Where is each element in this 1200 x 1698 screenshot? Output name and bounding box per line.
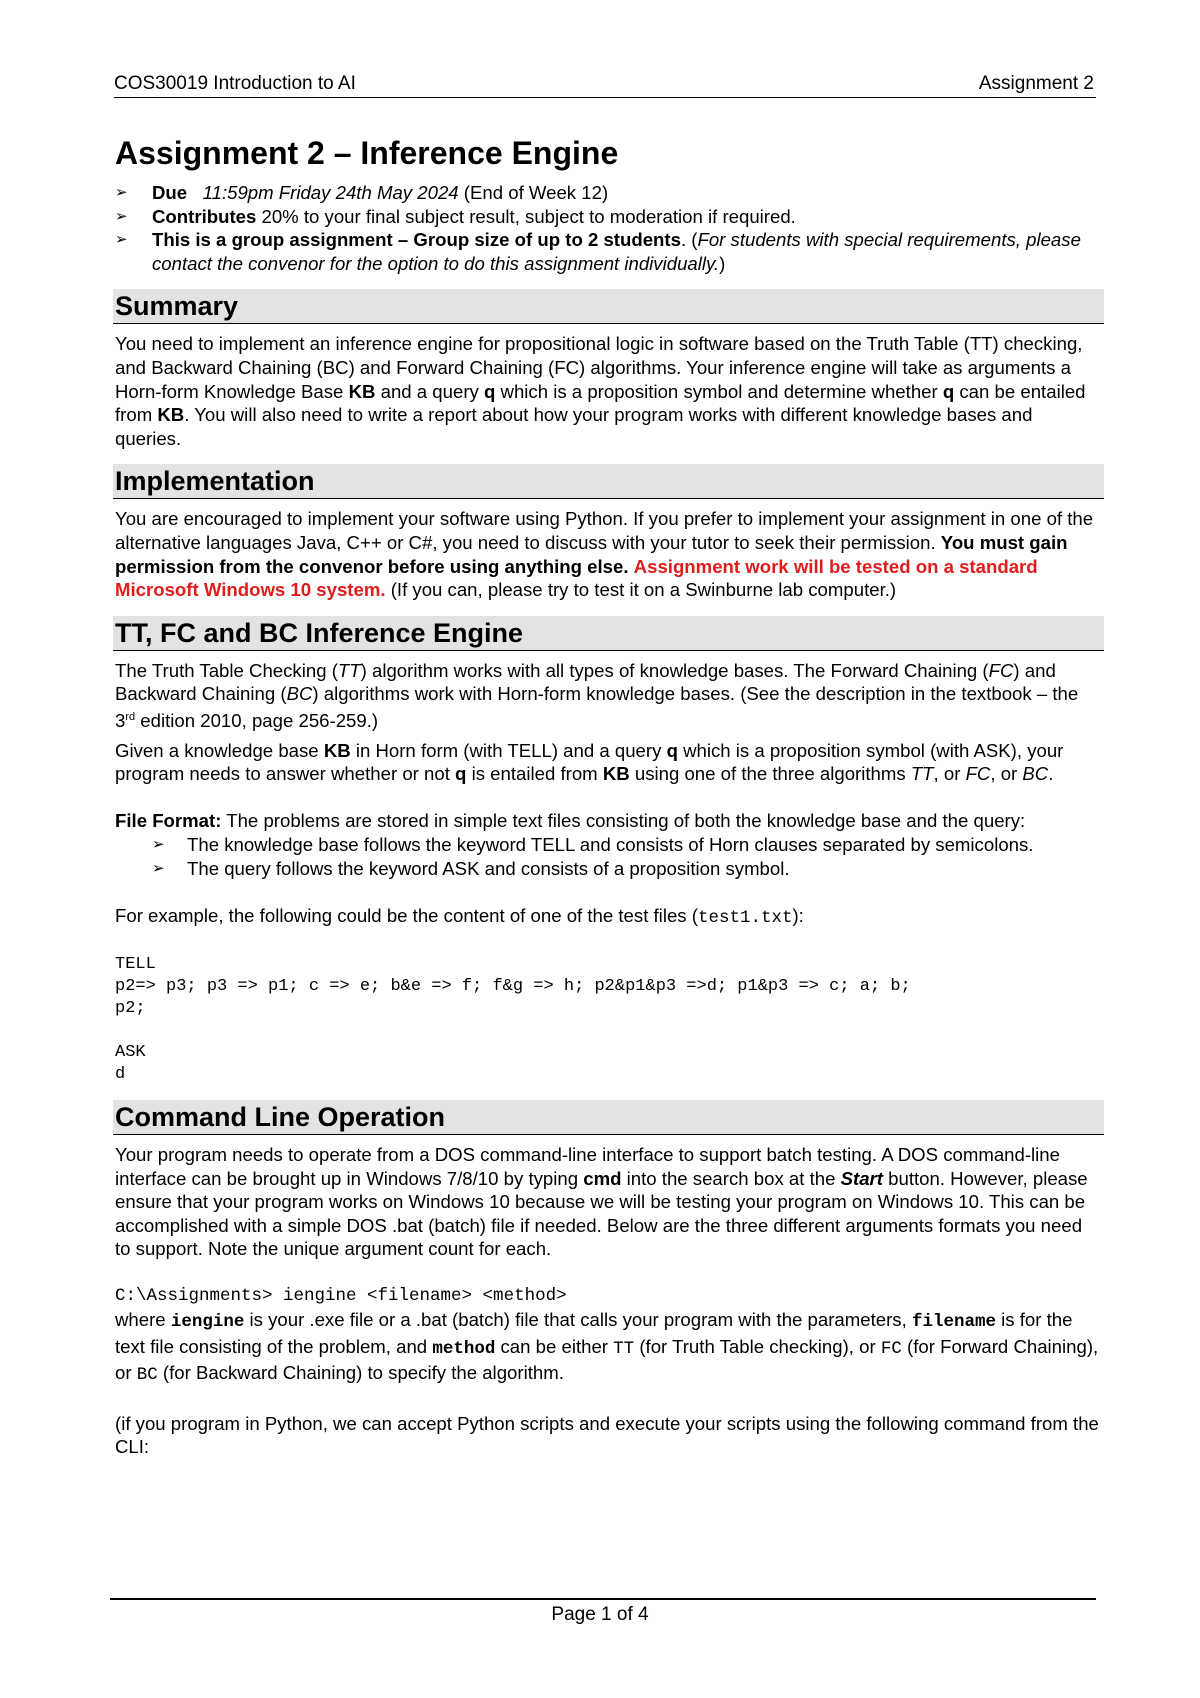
example-code-block (115, 954, 1100, 1086)
q-term: q (483, 380, 496, 402)
cli-text: Your program needs to operate from a DOS command-line interface to support batch testing. A DOS command-line interface can be brought up in Windows 7/8/10 by typing (115, 1144, 1060, 1189)
engine-text: ) algorithm works with all types of knowledge bases. The Forward Chaining ( (360, 659, 989, 681)
cli-text: is your .exe file or a .bat (batch) file that calls your program with the parameters, (244, 1309, 912, 1331)
iengine-term: iengine (170, 1312, 245, 1333)
file-format-label: File Format: (115, 810, 222, 832)
group-punct: . ( (680, 229, 698, 251)
example-text: ): (792, 904, 804, 926)
implementation-text: You are encouraged to implement your software using Python. If you prefer to implement your assignment in one of the alternative languages Java, C++ or C#, you need to discuss with your tutor to seek their permission. (115, 508, 1094, 553)
bc-term: BC (286, 683, 313, 705)
section-heading-engine: TT, FC and BC Inference Engine (113, 616, 1104, 651)
code-line: d (115, 1065, 126, 1085)
filename-term: filename (911, 1312, 996, 1333)
engine-text: The Truth Table Checking ( (115, 659, 338, 681)
section-heading-cli: Command Line Operation (113, 1100, 1104, 1135)
cli-paragraph-1 (115, 1143, 1100, 1261)
file-format-item: ➢ The query follows the keyword ASK and consists of a proposition symbol. (115, 857, 1100, 881)
summary-text: You need to implement an inference engine for propositional logic in software based on the Truth Table (TT) checking, and Backward Chaining (BC) and Forward Chaining (FC) algorithms. Your inference engine will take as arguments a Horn-form Knowledge Base (115, 333, 1083, 402)
file-format-paragraph (115, 809, 1100, 833)
bc-term: BC (1022, 763, 1049, 785)
kb-term: KB (602, 763, 630, 785)
engine-text: using one of the three algorithms (629, 763, 911, 785)
cmd-term: cmd (583, 1167, 622, 1189)
cli-text: button. However, please ensure that your program works on Windows 10 because we will be testing your program on Windows 10. This can be accomplished with a simple DOS .bat (batch) file if needed. Below are the three different arguments formats you need to support. Note the unique argument count for each. (115, 1167, 1088, 1260)
ordinal-suffix: rd (125, 710, 136, 723)
engine-text: Given a knowledge base (115, 739, 324, 761)
cli-text: can be either (495, 1335, 614, 1357)
due-item (115, 181, 1100, 205)
cli-text: into the search box at the (621, 1167, 841, 1189)
page-header (114, 73, 1096, 98)
tt-term: TT (910, 763, 934, 785)
engine-text: ) and Backward Chaining ( (115, 659, 1056, 705)
course-title: COS30019 Introduction to AI (114, 73, 356, 94)
cli-text: is for the text file consisting of the problem, and (115, 1309, 1073, 1357)
document-label: Assignment 2 (978, 73, 1094, 94)
fc-code: FC (880, 1338, 902, 1359)
page-number: Page 1 of 4 (551, 1604, 649, 1625)
contributes-label: Contributes (152, 205, 257, 227)
code-line: ASK (115, 1043, 146, 1063)
example-text: For example, the following could be the content of one of the test files ( (115, 904, 698, 926)
kb-term: KB (348, 380, 376, 402)
example-filename: test1.txt (697, 907, 793, 928)
cli-text: (for Forward Chaining), or (115, 1335, 1099, 1384)
separator: . (1048, 763, 1054, 785)
cli-paragraph-3: (if you program in Python, we can accept Python scripts and execute your scripts using the following command from the CLI: (115, 1412, 1099, 1458)
summary-text: . You will also need to write a report about how your program works with different knowledge bases and queries. (115, 404, 1033, 449)
group-note: For students with special requirements, please contact the convenor for the option to do this assignment individually. (152, 229, 1081, 274)
page-title: Assignment 2 – Inference Engine (115, 135, 619, 171)
engine-paragraph-2 (115, 739, 1100, 786)
example-intro (115, 904, 1100, 931)
section-heading-implementation: Implementation (113, 464, 1104, 499)
engine-text: which is a proposition symbol (with ASK), your program needs to answer whether or not (115, 739, 1064, 785)
command-syntax: C:\Assignments> iengine <filename> <method> (115, 1285, 567, 1306)
tt-code: TT (613, 1338, 635, 1359)
fc-term: FC (988, 659, 1014, 681)
due-value: 11:59pm Friday 24th May 2024 (202, 182, 459, 203)
q-term: q (942, 380, 955, 402)
code-line: TELL (115, 955, 156, 975)
group-label: This is a group assignment – Group size of up to 2 students (152, 229, 681, 251)
engine-text: edition 2010, page 256-259.) (135, 710, 379, 732)
footer-divider (110, 1598, 1096, 1600)
windows-warning: Assignment work will be tested on a standard Microsoft Windows 10 system. (115, 555, 1038, 601)
code-line: p2=> p3; p3 => p1; c => e; b&e => f; f&g => h; p2&p1&p3 =>d; p1&p3 => c; a; b; (115, 977, 911, 997)
cli-text: (for Truth Table checking), or (634, 1335, 881, 1357)
permission-note: You must gain permission from the convenor before using anything else. (115, 531, 1068, 577)
main-content (115, 133, 1100, 1459)
code-line: p2; (115, 999, 146, 1019)
implementation-text: (If you can, please try to test it on a Swinburne lab computer.) (385, 579, 897, 601)
summary-text: can be entailed from (115, 380, 1086, 426)
due-label: Due (152, 182, 188, 203)
file-format-item: ➢ The knowledge base follows the keyword TELL and consists of Horn clauses separated by semicolons. (115, 833, 1100, 857)
file-format-list (115, 833, 1100, 880)
cli-text: (for Backward Chaining) to specify the algorithm. (157, 1362, 564, 1384)
separator: , or (990, 763, 1023, 785)
q-term: q (455, 763, 467, 785)
engine-text: ) algorithms work with Horn-form knowledge bases. (See the description in the textbook – the 3 (115, 683, 1079, 732)
summary-text: which is a proposition symbol and determine whether (495, 380, 943, 402)
method-term: method (432, 1338, 496, 1359)
bc-code: BC (136, 1365, 158, 1386)
summary-text: and a query (375, 380, 484, 402)
group-punct-close: ) (719, 252, 726, 274)
contributes-item (115, 205, 1100, 229)
engine-paragraph-1 (115, 659, 1100, 733)
cli-text: where (115, 1309, 171, 1331)
due-note: (End of Week 12) (458, 182, 609, 203)
fc-term: FC (965, 763, 991, 785)
kb-term: KB (157, 404, 185, 426)
separator: , or (933, 763, 966, 785)
tt-term: TT (337, 659, 361, 681)
engine-text: in Horn form (with TELL) and a query (350, 739, 667, 761)
section-heading-summary: Summary (113, 289, 1104, 324)
engine-text: is entailed from (466, 763, 603, 785)
contributes-text: 20% to your final subject result, subject to moderation if required. (256, 205, 796, 227)
summary-paragraph (115, 332, 1100, 450)
cli-paragraph-2 (115, 1308, 1100, 1388)
q-term: q (666, 739, 678, 761)
kb-term: KB (323, 739, 351, 761)
implementation-paragraph (115, 507, 1100, 601)
key-info-list (115, 181, 1100, 275)
group-item (115, 228, 1100, 275)
file-format-text: The problems are stored in simple text files consisting of both the knowledge base and the query: (221, 810, 1026, 832)
start-term: Start (840, 1167, 883, 1189)
